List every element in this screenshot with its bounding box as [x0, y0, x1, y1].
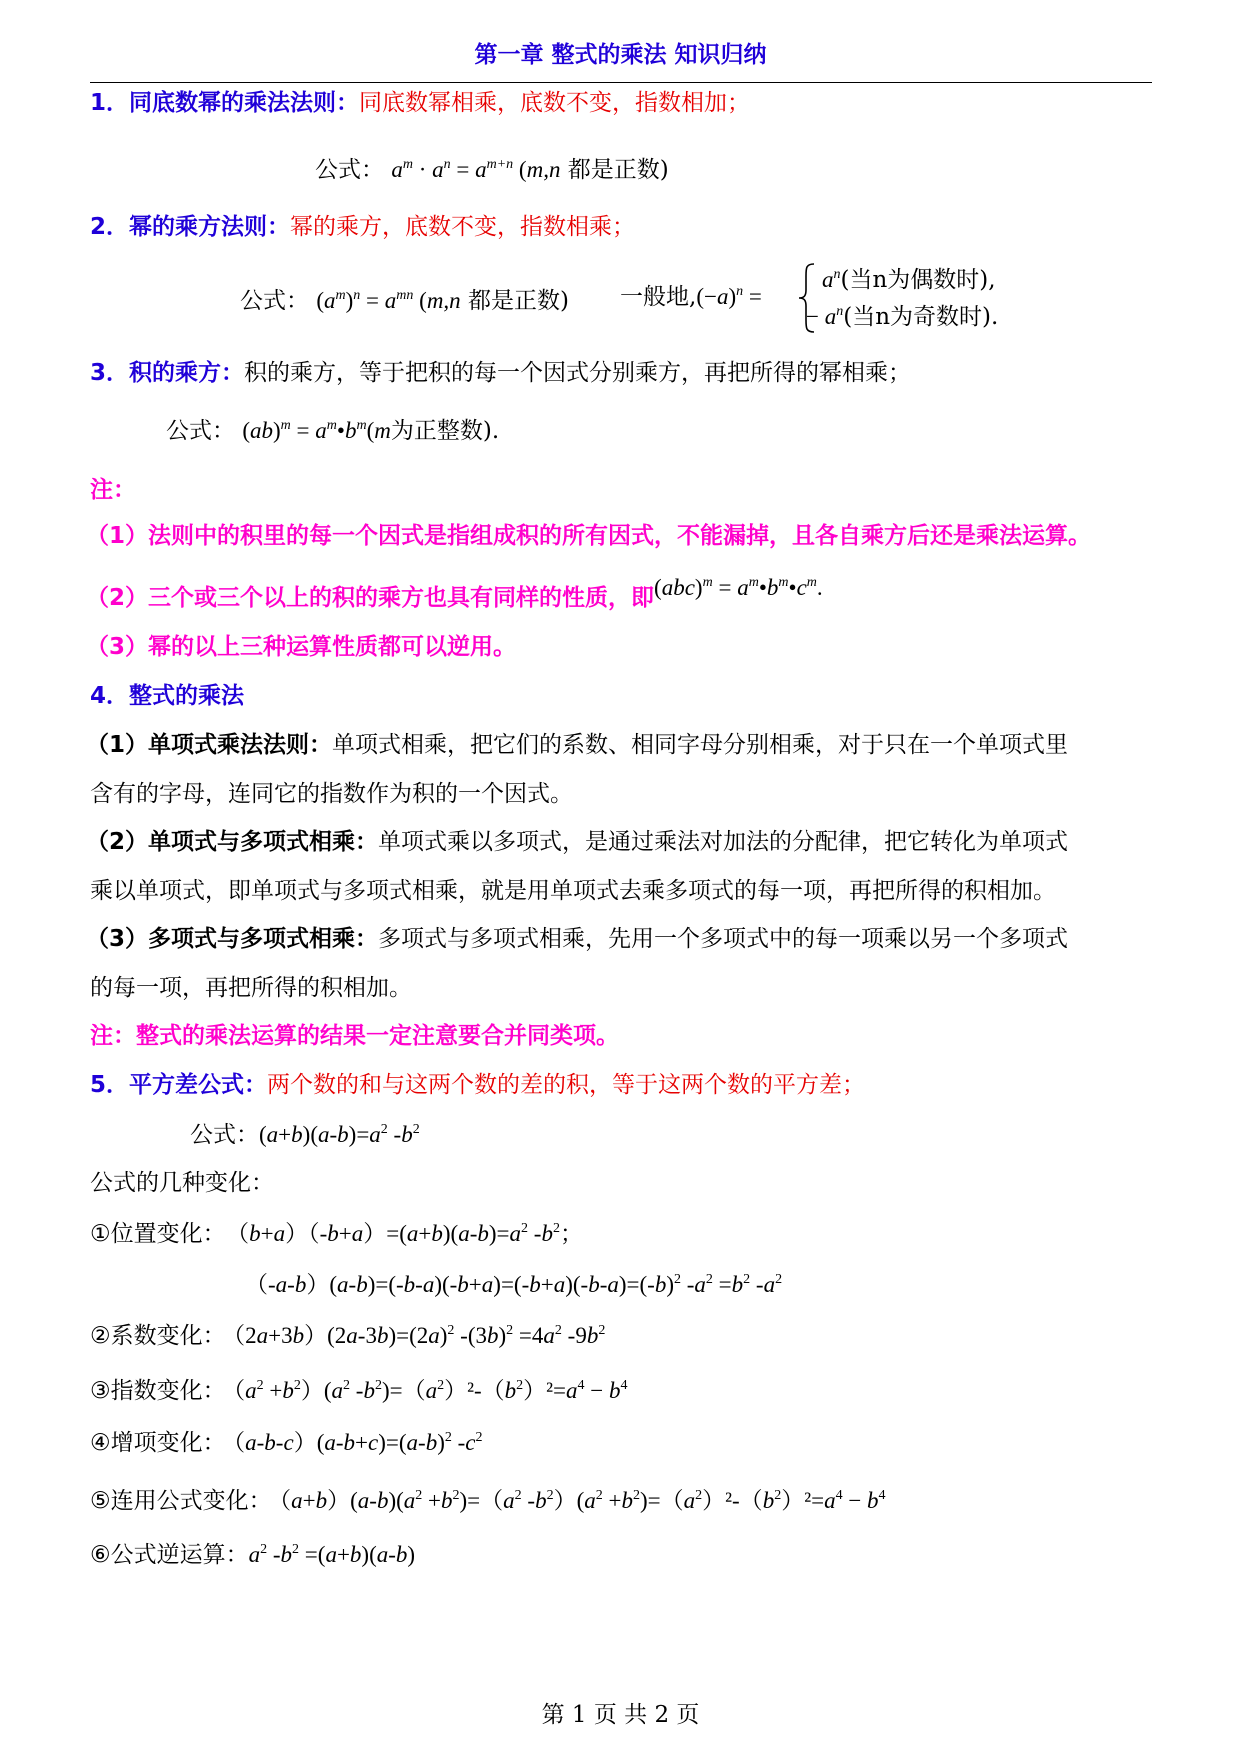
general-formula: [620, 282, 800, 312]
section-1-formula: [315, 155, 1241, 185]
variant-4-math: $(a-b-c)(a-b+c)=(a-b)^2$ $-c^2$: [233, 1430, 483, 1455]
page-title: 第一章 整式的乘法 知识归纳: [474, 42, 767, 68]
variant-6-label: ⑥公式逆运算：: [90, 1542, 249, 1568]
section-3-formula: [166, 416, 1236, 446]
variant-4: [90, 1428, 1160, 1458]
section-2-formula: [240, 286, 640, 316]
section-5-heading: 5．平方差公式：: [90, 1072, 268, 1098]
formula-math: $(ab)^m = a^m•b^m(m$: [242, 418, 391, 443]
formula-label: 公式：: [190, 1122, 259, 1148]
section-2-heading: 2．幂的乘方法则：: [90, 214, 291, 240]
s4-p3-head: （3）多项式与多项式相乘：: [86, 926, 379, 952]
formula-label: 公式：: [240, 288, 309, 314]
variant-1b-math: $(-a-b)(a-b)=(-b-a)(-b+a)=(-b+a)(-b-a)=(-b)^2$ $-a^2 =b^2$ $-a^2$: [245, 1272, 783, 1297]
section-2-rule: 幂的乘方，底数不变，指数相乘；: [290, 214, 636, 240]
section-1-heading: 1．同底数幂的乘法法则：: [90, 90, 360, 116]
case-even-text: (当n为偶数时),: [840, 267, 996, 293]
general-math: $(-a)^n$ =: [696, 284, 762, 309]
note-2-text: （2）三个或三个以上的积的乘方也具有同样的性质，即: [86, 585, 655, 611]
case-odd-math: − $a^n$: [806, 304, 844, 329]
notes-label: 注：: [90, 477, 136, 503]
section-3-rule: 积的乘方，等于把积的每一个因式分别乘方，再把所得的幂相乘；: [244, 360, 912, 386]
variants-label: 公式的几种变化：: [90, 1170, 274, 1196]
s4-p2-line1: [86, 827, 1156, 857]
formula-math: $(a^m)^n = a^{mn}$ (m,n: [316, 288, 461, 313]
case-even: [822, 265, 1122, 295]
section-4-heading: 4．整式的乘法: [90, 683, 245, 709]
variant-1-label: ①位置变化：: [90, 1221, 226, 1247]
s4-p3-text-b: 的每一项，再把所得的积相加。: [90, 975, 412, 1001]
variant-5-label: ⑤连用公式变化：: [90, 1488, 272, 1514]
s4-p2-text-a: 单项式乘以多项式，是通过乘法对加法的分配律，把它转化为单项式: [378, 829, 1069, 855]
s4-p3-line1: [86, 924, 1156, 954]
formula-condition: 都是正数): [468, 288, 569, 314]
title-rule: [90, 82, 1152, 83]
variant-2-math: $(2a+3b)(2a-3b)=(2a)^2$ $-(3b)^2 =4a^2$ $-9b^2$: [233, 1323, 606, 1348]
variant-3-label: ③指数变化：: [90, 1378, 226, 1404]
section-5-formula: [190, 1120, 1241, 1150]
formula-condition: 都是正数): [567, 157, 669, 183]
section-5-line: [90, 1070, 1160, 1100]
variant-4-label: ④增项变化：: [90, 1430, 226, 1456]
section-2-line: [90, 212, 1160, 242]
variant-5: [90, 1486, 1160, 1516]
s4-note: 注：整式的乘法运算的结果一定注意要合并同类项。: [90, 1023, 619, 1049]
note-2-math: $(abc)^m = a^m•b^m•c^m$.: [654, 575, 823, 600]
s4-p3-text-a: 多项式与多项式相乘，先用一个多项式中的每一项乘以另一个多项式: [378, 926, 1069, 952]
case-even-math: $a^n$: [822, 267, 841, 292]
case-odd: [806, 302, 1126, 332]
note-2: [86, 575, 1156, 613]
s4-p1-text-a: 单项式相乘，把它们的系数、相同字母分别相乘，对于只在一个单项式里: [332, 732, 1069, 758]
note-1: （1）法则中的积里的每一个因式是指组成积的所有因式，不能漏掉，且各自乘方后还是乘法运算。: [86, 523, 1092, 549]
s4-p1-head: （1）单项式乘法法则：: [86, 732, 333, 758]
variant-3: [90, 1376, 1160, 1406]
formula-math: $a^m \cdot a^n = a^{m+n}$ (m,n: [391, 157, 561, 182]
formula-condition: 为正整数).: [390, 418, 500, 444]
variant-6: [90, 1540, 1160, 1570]
section-1-rule: 同底数幂相乘，底数不变，指数相加；: [359, 90, 751, 116]
formula-label: 公式：: [315, 157, 384, 183]
formula-label: 公式：: [166, 418, 235, 444]
note-3: （3）幂的以上三种运算性质都可以逆用。: [86, 634, 517, 660]
general-label: 一般地,: [620, 284, 697, 310]
s4-p1-text-b: 含有的字母，连同它的指数作为积的一个因式。: [90, 781, 573, 807]
section-5-rule: 两个数的和与这两个数的差的积，等于这两个数的平方差；: [267, 1072, 866, 1098]
variant-2: [90, 1321, 1160, 1351]
variant-6-math: $a^2$ $-b^2 =(a+b)(a-b)$: [248, 1542, 416, 1567]
variant-2-label: ②系数变化：: [90, 1323, 226, 1349]
s4-p1-line1: [86, 730, 1156, 760]
case-odd-text: (当n为奇数时).: [843, 304, 999, 330]
variant-1-math: $(b+a)(-b+a)=(a+b)(a-b)=a^2$ $-b^2$；: [237, 1221, 583, 1246]
variant-5-math: $(a+b)(a-b)(a^2 +b^2)=(a^2$ $-b^2)(a^2 +b^2)=(a^2)^2-(b^2)^2=a^4 - b^4$: [279, 1488, 886, 1513]
section-3-line: [90, 358, 1160, 388]
formula-math: $(a+b)(a-b)=a^2$ $-b^2$: [259, 1122, 420, 1147]
s4-p2-head: （2）单项式与多项式相乘：: [86, 829, 379, 855]
section-3-heading: 3．积的乘方：: [90, 360, 245, 386]
variant-1: [90, 1219, 1160, 1249]
s4-p2-text-b: 乘以单项式，即单项式与多项式相乘，就是用单项式去乘多项式的每一项，再把所得的积相加。: [90, 878, 1056, 904]
page-footer: 第 1 页 共 2 页: [541, 1702, 700, 1728]
variant-3-math: $(a^2 +b^2)(a^2$ $-b^2)=(a^2)^2-(b^2)^2=a^4 - b^4$: [233, 1378, 628, 1403]
section-1-line: [90, 88, 1160, 118]
